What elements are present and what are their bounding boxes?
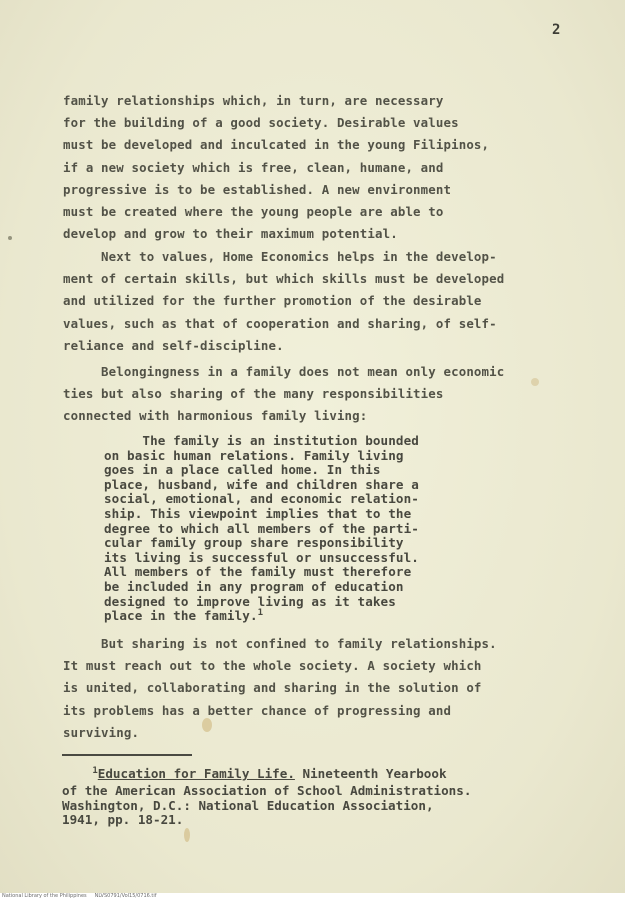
block-quote xyxy=(104,434,419,626)
paragraph-home-economics-skills: Next to values, Home Economics helps in the develop- ment of certain skills, but which skills must be developed and utilized for the further promotion of the desirable values, such as that of cooperation and sharing, of self- reliance and self-discipline. xyxy=(63,249,505,353)
footnote-line3: Washington, D.C.: National Education Association, xyxy=(62,797,434,813)
archive-strip: National Library of the Philippines NLVS0791/Vol15/0716.tif xyxy=(0,893,625,900)
paper-stain xyxy=(531,378,539,386)
footnote-line2: of the American Association of School Administrations. xyxy=(62,782,472,798)
footnote-title: Education for Family Life. xyxy=(97,766,295,781)
footnote xyxy=(62,767,471,828)
paragraph-family-relationships: family relationships which, in turn, are necessary for the building of a good society. Desirable values must be developed and inculcated in the young Filipinos, if a new society which is free, clean, humane, and progressive is to be established. A new environment must be created where the young people are able to develop and grow to their maximum potential. xyxy=(63,93,490,242)
paper-speck xyxy=(8,236,12,240)
page-number: 2 xyxy=(552,22,561,38)
footnote-line1-rest: Nineteenth Yearbook xyxy=(294,766,447,781)
paragraph-belongingness: Belongingness in a family does not mean only economic ties but also sharing of the many responsibilities connected with harmonious family living: xyxy=(63,364,505,424)
footnote-marker: 1 xyxy=(92,766,98,776)
footnote-divider xyxy=(62,754,192,756)
block-quote-text: The family is an institution bounded on basic human relations. Family living goes in a place called home. In this place, husband, wife and children share a social, emotional, and economic relation- ship. This viewpoint implies that to the degree to which all members of the parti- cular family group share responsibility its living is successful or unsuccessful. All members of the family must therefore be included in any program of education designed to improve living as it takes place in the family. xyxy=(104,433,419,624)
paper-stain xyxy=(184,828,190,842)
footnote-line4: 1941, pp. 18-21. xyxy=(62,812,184,828)
paper-stain xyxy=(202,718,212,732)
paragraph-sharing-society: But sharing is not confined to family relationships. It must reach out to the whole society. A society which is united, collaborating and sharing in the solution of its problems has a better chance of progressing and surviving. xyxy=(63,636,497,740)
quote-footnote-marker: 1 xyxy=(257,608,264,619)
